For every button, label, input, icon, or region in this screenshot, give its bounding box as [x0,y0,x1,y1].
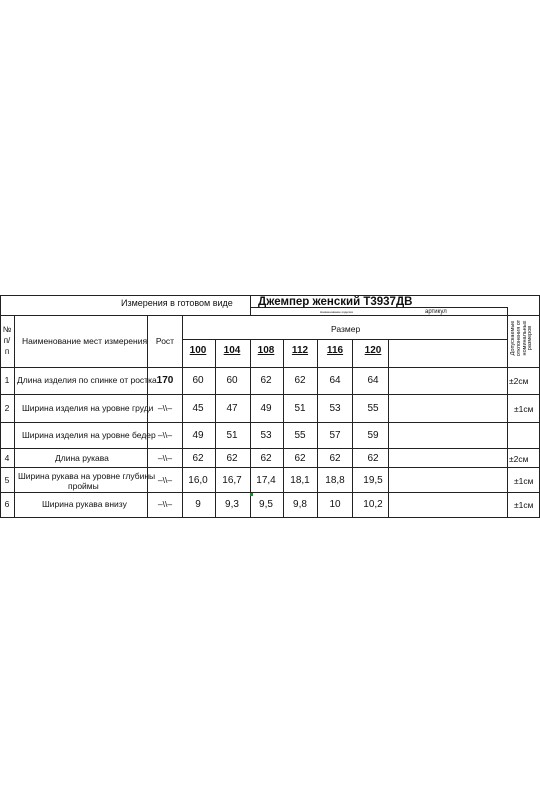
name-header: Наименование мест измерения [22,336,148,346]
cell-value: 64 [367,375,379,386]
row-number: 6 [4,499,10,509]
table-rule [0,422,540,423]
size-header: 116 [326,345,344,356]
table-rule [0,492,540,493]
cell-value: 49 [192,430,204,441]
size-header: 112 [291,345,309,356]
tolerance-value: ±1см [514,476,534,486]
cell-value: 62 [192,453,204,464]
cell-value: 9,3 [225,499,239,510]
article-label: артикул [425,309,447,315]
table-border-left [0,295,1,517]
cell-value: 60 [226,375,238,386]
cell-value: 9,5 [259,499,273,510]
cell-value: 57 [329,430,341,441]
num-header: № [2,325,12,334]
cell-value: 45 [192,403,204,414]
height-header: Рост [155,336,175,346]
row-number: 1 [4,375,10,385]
cell-value: 51 [294,403,306,414]
cell-value: 55 [367,403,379,414]
tolerance-value: ±1см [514,500,534,510]
row-number: 5 [4,475,10,485]
size-header: 104 [223,345,241,356]
cell-value: 18,8 [325,475,345,486]
table-rule [215,339,216,517]
product-title: Джемпер женский Т3937ДВ [258,296,413,308]
cell-value: 17,4 [256,475,276,486]
row-name: Длина изделия по спинке от ростка [17,375,157,385]
cell-value: 60 [192,375,204,386]
table-rule [250,295,251,315]
measurement-label: Измерения в готовом виде [121,298,233,308]
table-rule [283,339,284,517]
table-rule [14,315,15,517]
table-rule [0,467,540,468]
table-rule [250,339,251,517]
table-rule [352,339,353,517]
cell-value: 47 [226,403,238,414]
row-name: Ширина изделия на уровне бедер [22,430,156,440]
size-header: 120 [364,345,382,356]
table-rule [0,448,540,449]
cell-value: 53 [260,430,272,441]
height-value: –\\– [157,453,173,463]
table-rule [182,339,507,340]
cell-value: 10,2 [363,499,383,510]
cell-value: 51 [226,430,238,441]
cell-value: 64 [329,375,341,386]
cell-value: 16,7 [222,475,242,486]
height-value: –\\– [157,499,173,509]
cell-value: 62 [260,375,272,386]
cell-value: 9,8 [293,499,307,510]
height-value: –\\– [157,403,173,413]
cell-value: 16,0 [188,475,208,486]
cell-value: 62 [260,453,272,464]
cell-marker [250,493,253,496]
cell-value: 62 [329,453,341,464]
cell-value: 62 [367,453,379,464]
height-value: –\\– [157,430,173,440]
cell-value: 62 [294,375,306,386]
cell-value: 59 [367,430,379,441]
row-name: Длина рукава [55,453,109,463]
cell-value: 55 [294,430,306,441]
cell-value: 49 [260,403,272,414]
table-rule [182,315,183,517]
cell-value: 19,5 [363,475,383,486]
height-value: 170 [156,375,174,386]
table-rule [0,315,540,316]
table-rule [317,339,318,517]
table-rule [388,339,389,517]
num-header: п [4,347,10,356]
row-number: 2 [4,403,10,413]
size-header: 100 [189,345,207,356]
cell-value: 9 [195,499,201,510]
cell-value: 53 [329,403,341,414]
cell-value: 62 [226,453,238,464]
row-number: 4 [4,453,10,463]
size-group-header: Размер [331,324,361,334]
tolerance-value: ±1см [514,404,534,414]
row-name: Ширина рукава внизу [42,499,127,509]
tolerance-value: ±2см [509,454,529,464]
num-header: п/ [3,336,11,345]
size-header: 108 [257,345,275,356]
table-rule [147,315,148,517]
height-value: –\\– [157,475,173,485]
row-name-continued: проймы [68,481,99,491]
row-name: Ширина рукава на уровне глубины [18,471,156,481]
table-border-bottom [0,517,540,518]
table-rule [0,394,540,395]
cell-value: 18,1 [290,475,310,486]
cell-value: 10 [329,499,341,510]
cell-value: 62 [294,453,306,464]
tolerance-value: ±2см [509,376,529,386]
table-rule [0,367,540,368]
tolerance-header: Допускаемые отклонения от номинальных размеров [510,319,534,357]
table-rule [507,307,508,517]
row-name: Ширина изделия на уровне груди [22,403,154,413]
product-name-caption: Наименование изделия [320,310,353,314]
